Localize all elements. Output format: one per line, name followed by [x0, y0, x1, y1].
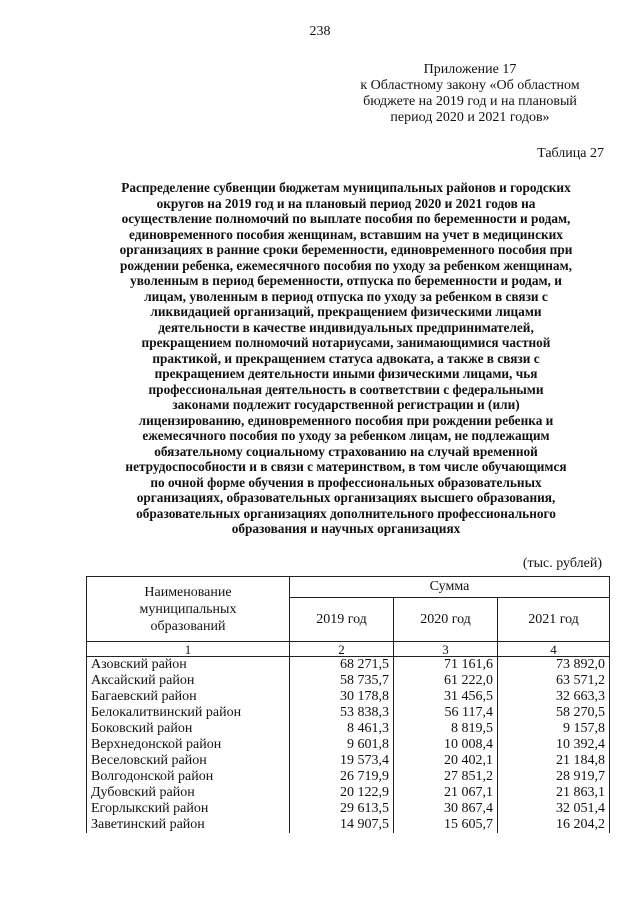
- table-row: [87, 801, 610, 817]
- value-2021-cell: 10 392,4: [498, 737, 610, 753]
- value-2021-cell: 32 663,3: [498, 689, 610, 705]
- value-2019-cell: 8 461,3: [290, 721, 394, 737]
- title-line: рождении ребенка, ежемесячного пособия по уходу за ребенком женщинам,: [120, 257, 572, 273]
- value-2020-cell: 27 851,2: [394, 769, 498, 785]
- title-line: законами подлежит государственной регистрации и (или): [172, 397, 520, 412]
- table-row: [87, 673, 610, 689]
- page-number: 238: [309, 24, 331, 39]
- appendix-line: бюджете на 2019 год и на плановый: [363, 94, 577, 109]
- title-line: уволенным в период беременности, отпуска по беременности и родам, и: [130, 273, 562, 288]
- header-name-line: Наименование: [144, 584, 232, 600]
- table-row: [87, 705, 610, 721]
- table-row: [87, 769, 610, 785]
- value-2021-cell: 58 270,5: [498, 705, 610, 721]
- value-2019-cell: 29 613,5: [290, 801, 394, 817]
- title-line: образования и научных организациях: [231, 521, 461, 536]
- municipality-name-cell: Боковский район: [87, 721, 290, 737]
- title-line: прекращением деятельности иными физическими лицами, чья: [154, 366, 538, 381]
- title-line: единовременного пособия женщинам, вставшим на учет в медицинских: [129, 226, 563, 242]
- title-line: нетрудоспособности и в связи с материнством, в том числе обучающимся: [125, 459, 567, 474]
- value-2019-cell: 53 838,3: [290, 705, 394, 721]
- table-row: [87, 753, 610, 769]
- title-line: ликвидацией организаций, прекращением физическими лицами: [150, 304, 542, 319]
- value-2020-cell: 8 819,5: [394, 721, 498, 737]
- document-title: [86, 180, 606, 537]
- value-2019-cell: 20 122,9: [290, 785, 394, 801]
- value-2020-cell: 31 456,5: [394, 689, 498, 705]
- table-row: [87, 785, 610, 801]
- units-label: (тыс. рублей): [522, 556, 602, 571]
- value-2021-cell: 16 204,2: [498, 817, 610, 833]
- title-line: практикой, и прекращением статуса адвоката, а также в связи с: [152, 350, 540, 366]
- title-line: прекращением полномочий нотариусами, занимающимися частной: [141, 335, 551, 350]
- appendix-line: Приложение 17: [423, 62, 517, 77]
- municipality-name-cell: Дубовский район: [87, 785, 290, 801]
- title-line: обязательному социальному страхованию на случай временной: [154, 443, 538, 459]
- appendix-line: к Областному закону «Об областном: [360, 78, 580, 93]
- municipality-name-cell: Заветинский район: [87, 817, 290, 833]
- table-body: [87, 657, 610, 834]
- title-line: округов на 2019 год и на плановый период 2020 и 2021 годов на: [156, 195, 536, 211]
- value-2019-cell: 19 573,4: [290, 753, 394, 769]
- value-2021-cell: 21 863,1: [498, 785, 610, 801]
- title-line: профессиональная деятельность в соответствии с федеральными: [148, 381, 544, 397]
- header-name-line: муниципальных: [139, 601, 237, 617]
- title-line: осуществление полномочий по выплате пособия по беременности и родам,: [121, 211, 571, 226]
- appendix-caption: [330, 62, 610, 126]
- title-line: организациях в ранние сроки беременности, единовременного пособия при: [119, 242, 573, 257]
- title-line: Распределение субвенции бюджетам муниципальных районов и городских: [121, 180, 571, 195]
- value-2020-cell: 15 605,7: [394, 817, 498, 833]
- column-number: 4: [498, 642, 610, 657]
- value-2021-cell: 63 571,2: [498, 673, 610, 689]
- header-municipality: [87, 577, 290, 642]
- value-2020-cell: 30 867,4: [394, 801, 498, 817]
- value-2019-cell: 9 601,8: [290, 737, 394, 753]
- municipality-name-cell: Белокалитвинский район: [87, 705, 290, 721]
- value-2020-cell: 20 402,1: [394, 753, 498, 769]
- column-number: 1: [87, 642, 290, 657]
- municipality-name-cell: Азовский район: [87, 657, 290, 674]
- municipality-name-cell: Верхнедонской район: [87, 737, 290, 753]
- table-row: [87, 689, 610, 705]
- title-line: деятельности в качестве индивидуальных предпринимателей,: [158, 319, 534, 335]
- value-2021-cell: 73 892,0: [498, 657, 610, 674]
- column-number: 3: [394, 642, 498, 657]
- municipality-name-cell: Егорлыкский район: [87, 801, 290, 817]
- municipality-name-cell: Багаевский район: [87, 689, 290, 705]
- value-2021-cell: 32 051,4: [498, 801, 610, 817]
- subsidy-table: [86, 576, 610, 833]
- table-row: [87, 817, 610, 833]
- value-2021-cell: 21 184,8: [498, 753, 610, 769]
- value-2019-cell: 30 178,8: [290, 689, 394, 705]
- title-line: ежемесячного пособия по уходу за ребенком лицам, не подлежащим: [142, 428, 550, 443]
- header-year-2020: 2020 год: [394, 598, 498, 642]
- municipality-name-cell: Веселовский район: [87, 753, 290, 769]
- value-2019-cell: 68 271,5: [290, 657, 394, 674]
- header-sum: Сумма: [290, 577, 610, 598]
- value-2021-cell: 28 919,7: [498, 769, 610, 785]
- value-2020-cell: 71 161,6: [394, 657, 498, 674]
- appendix-line: период 2020 и 2021 годов»: [390, 110, 550, 125]
- header-year-2021: 2021 год: [498, 598, 610, 642]
- value-2019-cell: 58 735,7: [290, 673, 394, 689]
- table-row: [87, 737, 610, 753]
- title-line: по очной форме обучения в профессиональных образовательных: [150, 474, 542, 490]
- value-2020-cell: 10 008,4: [394, 737, 498, 753]
- value-2020-cell: 61 222,0: [394, 673, 498, 689]
- title-line: лицам, уволенным в период отпуска по уходу за ребенком в связи с: [144, 288, 548, 304]
- title-line: лицензированию, единовременного пособия при рождении ребенка и: [138, 412, 554, 428]
- municipality-name-cell: Аксайский район: [87, 673, 290, 689]
- column-number: 2: [290, 642, 394, 657]
- value-2021-cell: 9 157,8: [498, 721, 610, 737]
- value-2020-cell: 56 117,4: [394, 705, 498, 721]
- value-2019-cell: 26 719,9: [290, 769, 394, 785]
- header-year-2019: 2019 год: [290, 598, 394, 642]
- title-line: образовательных организациях дополнительного профессионального: [136, 505, 556, 521]
- table-row: [87, 657, 610, 674]
- header-name-line: образований: [150, 618, 226, 634]
- table-number: Таблица 27: [537, 146, 604, 161]
- title-line: организациях, образовательных организациях высшего образования,: [136, 490, 556, 505]
- value-2020-cell: 21 067,1: [394, 785, 498, 801]
- table-row: [87, 721, 610, 737]
- municipality-name-cell: Волгодонской район: [87, 769, 290, 785]
- value-2019-cell: 14 907,5: [290, 817, 394, 833]
